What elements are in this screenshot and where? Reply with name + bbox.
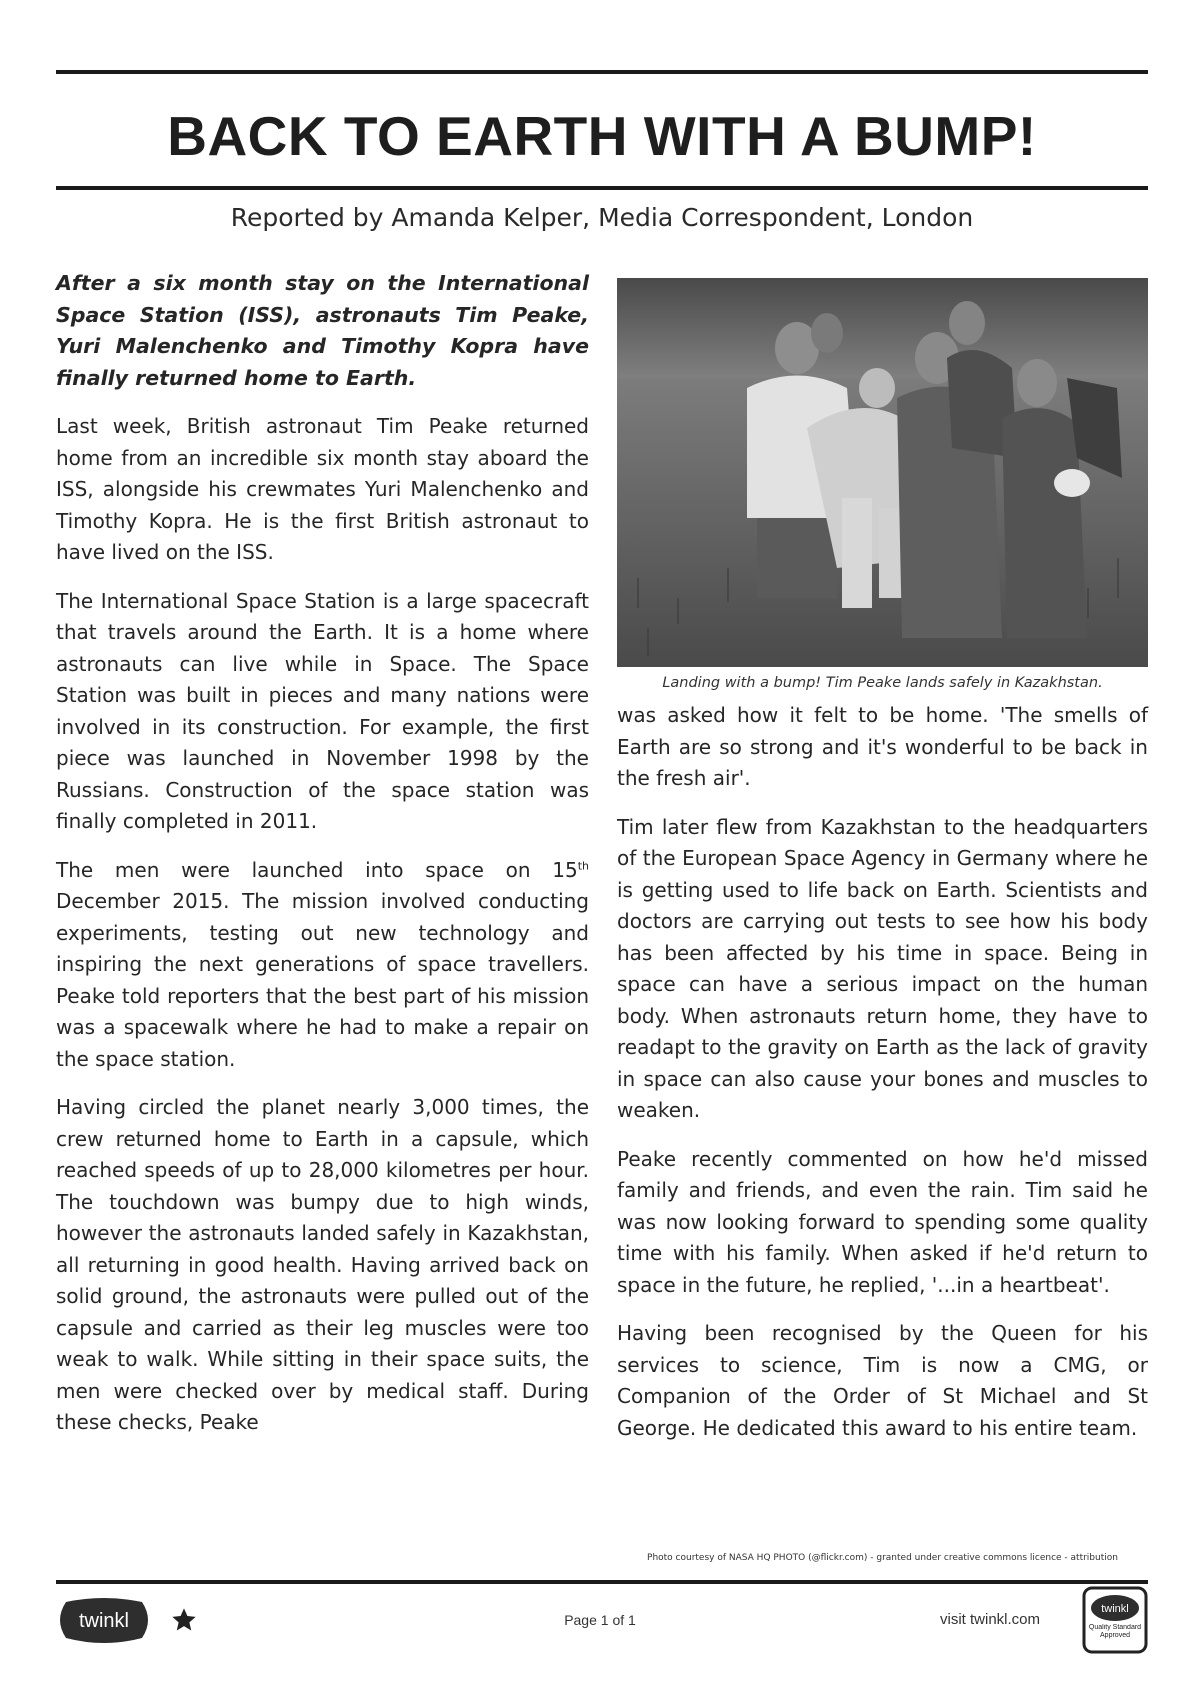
star-icon	[170, 1606, 198, 1634]
footer-rule	[56, 1580, 1148, 1584]
paragraph-4: Having circled the planet nearly 3,000 times, the crew returned home to Earth in a capsule, which reached speeds of up to 28,000 kilometres per hour. The touchdown was bumpy due to high winds, however the astronauts landed safely in Kazakhstan, all returning in good health. Having arrived back on solid ground, the astronauts were pulled out of the capsule and carried as their leg muscles were too weak to walk. While sitting in their space suits, the men were checked over by medical staff. During these checks, Peake	[56, 1095, 589, 1434]
paragraph-8: Having been recognised by the Queen for his services to science, Tim is now a CMG, or Companion of the Order of St Michael and St George. He dedicated this award to his entire team.	[617, 1321, 1148, 1440]
news-photo	[617, 278, 1148, 667]
page-number: Page 1 of 1	[564, 1612, 636, 1628]
ordinal-suffix: th	[577, 858, 589, 872]
paragraph-3-end: December 2015. The mission involved conducting experiments, testing out new technology and inspiring the next generations of space travellers. Peake told reporters that the best part of his mission was a spacewalk where he had to make a repair on the space station.	[56, 889, 589, 1071]
paragraph-1: Last week, British astronaut Tim Peake returned home from an incredible six month stay aboard the ISS, alongside his crewmates Yuri Malenchenko and Timothy Kopra. He is the first British astronaut to have lived on the ISS.	[56, 414, 589, 564]
paragraph-3-start: The men were launched into space on 15	[56, 857, 578, 882]
top-rule	[56, 70, 1148, 74]
lede-paragraph: After a six month stay on the International Space Station (ISS), astronauts Tim Peake, Yuri Malenchenko and Timothy Kopra have finally returned home to Earth.	[56, 271, 589, 390]
quality-badge-icon	[1082, 1586, 1148, 1654]
paragraph-7: Peake recently commented on how he'd missed family and friends, and even the rain. Tim said he was now looking forward to spending some quality time with his family. When asked if he'd return to space in the future, he replied, '...in a heartbeat'.	[617, 1146, 1148, 1297]
paragraph-3	[56, 855, 589, 1076]
headline: BACK TO EARTH WITH A BUMP!	[167, 105, 1037, 167]
twinkl-logo	[56, 1594, 152, 1646]
photo-credit: Photo courtesy of NASA HQ PHOTO (@flickr.com) - granted under creative commons licence - attribution	[647, 1553, 1118, 1563]
article-column-right	[617, 700, 1148, 1461]
byline: Reported by Amanda Kelper, Media Correspondent, London	[230, 203, 974, 232]
badge-logo-text: twinkl	[1101, 1603, 1129, 1615]
article-column-left	[56, 268, 589, 1456]
headline-rule	[56, 186, 1148, 190]
badge-subtext: Quality Standard Approved	[1088, 1624, 1142, 1639]
paragraph-2: The International Space Station is a large spacecraft that travels around the Earth. It is a home where astronauts can live while in Space. The Space Station was built in pieces and many nations were involved in its construction. For example, the first piece was launched in November 1998 by the Russians. Construction of the space station was finally completed in 2011.	[56, 588, 589, 833]
paragraph-5: was asked how it felt to be home. 'The smells of Earth are so strong and it's wonderful to be back in the fresh air'.	[617, 703, 1148, 790]
paragraph-6: Tim later flew from Kazakhstan to the headquarters of the European Space Agency in Germany where he is getting used to life back on Earth. Scientists and doctors are carrying out tests to see how his body has been affected by his time in space. Being in space can have a serious impact on the human body. When astronauts return home, they have to readapt to the gravity on Earth as the lack of gravity in space can also cause your bones and muscles to weaken.	[617, 814, 1148, 1122]
visit-link[interactable]: visit twinkl.com	[940, 1611, 1041, 1628]
logo-text: twinkl	[78, 1610, 130, 1632]
photo-caption: Landing with a bump! Tim Peake lands safely in Kazakhstan.	[662, 675, 1103, 691]
